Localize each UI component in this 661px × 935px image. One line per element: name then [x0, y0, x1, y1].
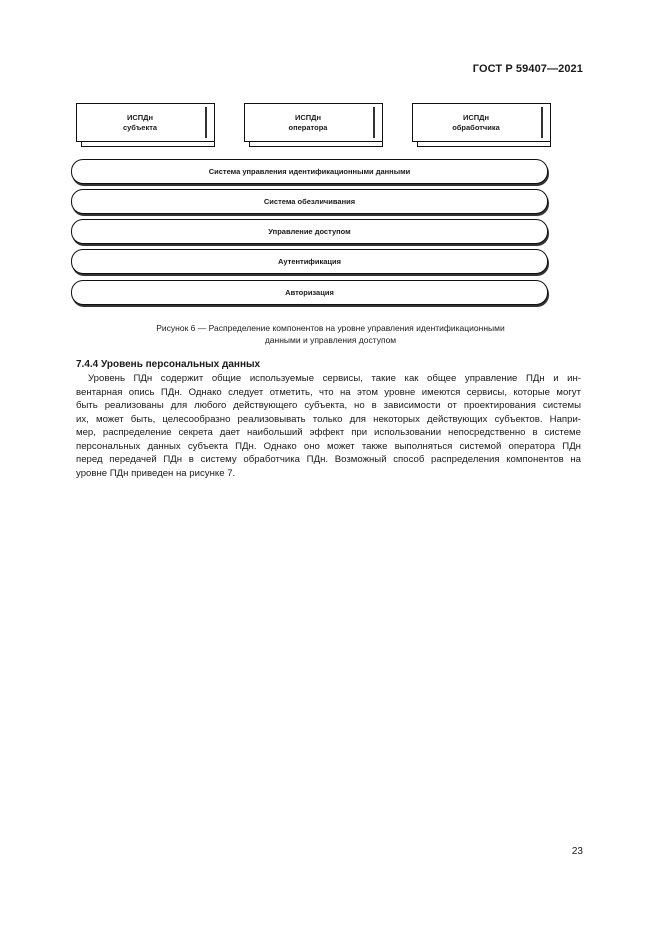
paragraph-line: их, может быть, целесообразно реализовывать только для некоторых действующих субъектов. Напри-	[76, 413, 581, 425]
paragraph-line: вентарная опись ПДн. Однако следует отметить, что на этом уровне имеются сервисы, которые могут	[76, 386, 581, 398]
section-heading: 7.4.4 Уровень персональных данных	[76, 359, 261, 370]
paragraph-line: мер, распределение секрета дает наибольший эффект при использовании непосредственно в системе	[76, 427, 581, 438]
box-side-shadow	[203, 103, 215, 142]
section-paragraph	[76, 372, 581, 480]
layer-identity-management: Система управления идентификационными данными	[71, 159, 548, 184]
box-bottom-shadow	[417, 142, 551, 147]
box-bottom-shadow	[249, 142, 383, 147]
paragraph-line: быть реализованы для любого действующего субъекта, но в зависимости от проектирования системы	[76, 400, 581, 411]
paragraph-line: перед передачей ПДн в систему обработчика ПДн. Возможный способ распределения компонентов на	[76, 454, 581, 465]
box-side-shadow	[539, 103, 551, 142]
system-box-title: ИСПДн	[462, 112, 490, 122]
layer-authentication: Аутентификация	[71, 249, 548, 274]
system-box-subtitle: оператора	[288, 122, 328, 132]
system-box-title: ИСПДн	[294, 112, 322, 122]
paragraph-line: персональных данных субъекта ПДн. Однако оно может также выполняться системой оператора ПДн	[76, 440, 581, 452]
page-number: 23	[571, 846, 583, 857]
caption-line: данными и управления доступом	[264, 335, 397, 345]
layer-authorization: Авторизация	[71, 280, 548, 305]
box-side-shadow	[371, 103, 383, 142]
system-box-subject	[76, 103, 204, 142]
system-box-subtitle: субъекта	[122, 122, 158, 132]
layer-anonymization: Система обезличивания	[71, 189, 548, 214]
layer-access-control: Управление доступом	[71, 219, 548, 244]
system-box-subtitle: обработчика	[452, 122, 500, 132]
box-bottom-shadow	[81, 142, 215, 147]
paragraph-line: уровне ПДн приведен на рисунке 7.	[76, 467, 236, 479]
figure-caption	[0, 322, 661, 346]
caption-line: Рисунок 6 — Распределение компонентов на уровне управления идентификационными	[156, 323, 505, 333]
system-box-processor	[412, 103, 540, 142]
document-code: ГОСТ Р 59407—2021	[472, 63, 583, 75]
system-box-operator	[244, 103, 372, 142]
system-box-title: ИСПДн	[126, 112, 154, 122]
paragraph-line: Уровень ПДн содержит общие используемые сервисы, такие как общее управление ПДн и ин-	[88, 373, 581, 384]
